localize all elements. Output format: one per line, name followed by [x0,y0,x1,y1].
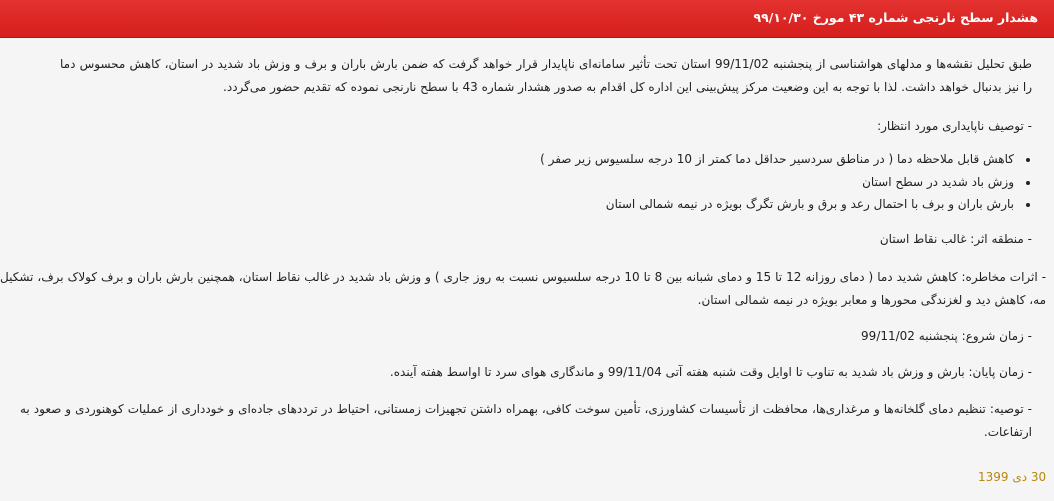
instability-heading: - توصیف ناپایداری مورد انتظار: [877,119,1032,133]
recommendation: - توصیه: تنظیم دمای گلخانه‌ها و مرغداری‌ها، محافظت از تأسیسات کشاورزی، تأمین سوخت کافی، بهمراه داشتن تجهیزات زمستانی، احتیاط در ترددهای جاده‌ای و خودداری از عملیات کوهنوردی و صعود به ارتفاعات. [20,402,1032,439]
hazard-effects: - اثرات مخاطره: کاهش شدید دما ( دمای روزانه 12 تا 15 و دمای شبانه بین 8 تا 10 درجه سلسیوس نسبت به روز جاری ) و وزش باد شدید در غالب نقاط استان، همچنین بارش باران و برف کولاک برف، تشکیل مه، کاهش دید و لغزندگی محورها و معابر بویژه در نیمه شمالی استان. [0,270,1047,307]
end-time: - زمان پایان: بارش و وزش باد شدید به تناوب تا اوایل وقت شنبه هفته آتی 99/11/04 و ماندگاری هوای سرد تا اواسط هفته آینده. [389,365,1032,379]
list-item: • وزش باد شدید در سطح استان [540,171,1016,194]
publish-date: 30 دی 1399 [978,470,1047,484]
impact-area: - منطقه اثر: غالب نقاط استان [879,232,1032,246]
alert-body [0,38,1054,501]
start-time: - زمان شروع: پنجشنبه 99/11/02 [861,329,1032,343]
alert-header [0,0,1054,38]
list-item: • کاهش قابل ملاحظه دما ( در مناطق سردسیر حداقل دما کمتر از 10 درجه سلسیوس زیر صفر ) [540,148,1016,171]
alert-title: هشدار سطح نارنجی شماره ۴۳ مورخ ۹۹/۱۰/۳۰ [753,10,1038,25]
instability-list [540,148,1040,216]
intro-paragraph: طبق تحلیل نقشه‌ها و مدلهای هواشناسی از پنجشنبه 99/11/02 استان تحت تأثیر سامانه‌ای ناپایدار قرار خواهد گرفت که ضمن بارش باران و برف و وزش باد شدید در استان، کاهش محسوس دما را نیز بدنبال خواهد داشت. لذا با توجه به این وضعیت مرکز پیش‌بینی این اداره کل اقدام به صدور هشدار شماره 43 با سطح نارنجی نموده که تقدیم حضور می‌گردد. [60,57,1032,94]
list-item: • بارش باران و برف با احتمال رعد و برق و بارش تگرگ بویژه در نیمه شمالی استان [540,193,1016,216]
